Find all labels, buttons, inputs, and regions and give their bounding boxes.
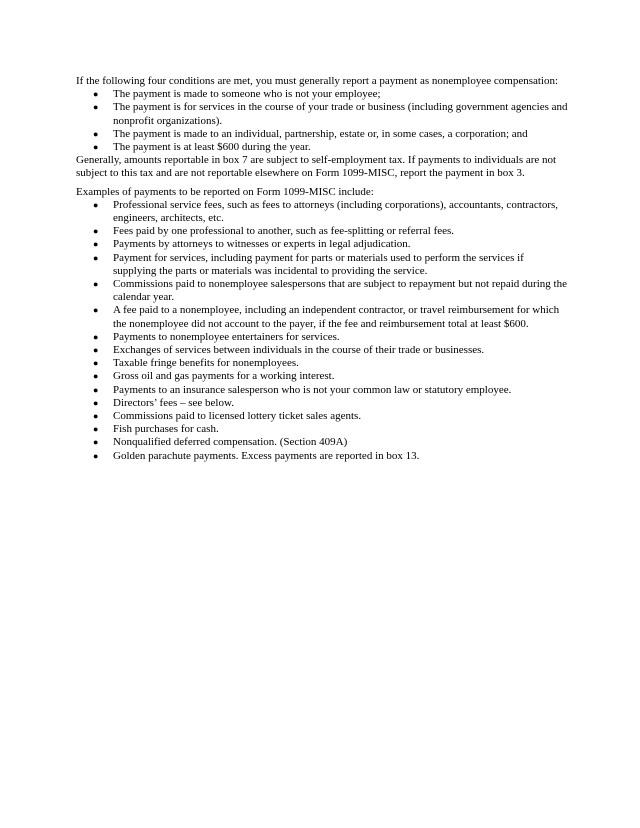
list-item [76,423,568,436]
list-item-text: Nonqualified deferred compensation. (Section 409A) [113,436,348,449]
bullet-icon: ● [93,437,99,448]
bullet-icon: ● [93,345,99,356]
list-item [76,410,568,423]
list-item [76,88,568,101]
list-item [76,101,568,127]
bullet-icon: ● [93,411,99,422]
list-item-text: A fee paid to a nonemployee, including an independent contractor, or travel reimbursement for which the nonemployee did not account to the payer, if the fee and reimbursement total at least $600. [113,304,560,330]
bullet-icon: ● [93,199,99,210]
list-item-text: Commissions paid to nonemployee salespersons that are subject to repayment but not repaid during the calendar year. [113,278,567,304]
list-item [76,450,568,463]
bullet-icon: ● [93,450,99,461]
bullet-icon: ● [93,305,99,316]
bullet-icon: ● [93,358,99,369]
list-item-text: Professional service fees, such as fees to attorneys (including corporations), accountants, contractors, engineers, architects, etc. [113,198,559,225]
bullet-icon: ● [93,102,99,113]
bullet-icon: ● [93,128,99,139]
list-item [76,278,568,304]
conditions-list [76,88,568,154]
list-item-text: Payment for services, including payment for parts or materials used to perform the services if supplying the parts or materials was incidental to providing the service. [113,251,524,277]
list-item-text: Commissions paid to licensed lottery ticket sales agents. [113,410,362,423]
list-item-text: Fish purchases for cash. [113,423,219,436]
document-page [76,75,568,463]
list-item-text: The payment is for services in the course of your trade or business (including government agencies and nonprofit organizations). [113,101,568,127]
list-item [76,141,568,154]
list-item-text: Fees paid by one professional to another, such as fee-splitting or referral fees. [113,225,455,238]
bullet-icon: ● [93,384,99,395]
list-item [76,384,568,397]
bullet-icon: ● [93,142,99,153]
list-item [76,252,568,278]
se-tax-paragraph: Generally, amounts reportable in box 7 are subject to self-employment tax. If payments to individuals are not subject to this tax and are not reportable elsewhere on Form 1099-MISC, report the payment in box 3. [76,154,557,180]
bullet-icon: ● [93,371,99,382]
list-item [76,344,568,357]
bullet-icon: ● [93,89,99,100]
list-item [76,357,568,370]
list-item-text: Exchanges of services between individuals in the course of their trade or businesses. [113,344,485,357]
intro-paragraph: If the following four conditions are met, you must generally report a payment as nonemployee compensation: [76,75,559,87]
bullet-icon: ● [93,424,99,435]
bullet-icon: ● [93,239,99,250]
list-item [76,370,568,383]
list-item-text: Golden parachute payments. Excess payments are reported in box 13. [113,449,420,462]
list-item [76,238,568,251]
list-item [76,225,568,238]
list-item-text: Payments to nonemployee entertainers for services. [113,330,340,343]
examples-list [76,199,568,463]
list-item [76,397,568,410]
bullet-icon: ● [93,331,99,342]
list-item [76,436,568,449]
bullet-icon: ● [93,252,99,263]
list-item-text: The payment is made to someone who is not your employee; [113,88,381,101]
list-item-text: Payments to an insurance salesperson who is not your common law or statutory employee. [113,383,512,396]
examples-intro: Examples of payments to be reported on Form 1099-MISC include: [76,185,374,198]
list-item-text: Gross oil and gas payments for a working interest. [113,370,335,383]
bullet-icon: ● [93,279,99,290]
list-item-text: The payment is made to an individual, partnership, estate or, in some cases, a corporation; and [113,127,528,140]
list-item-text: The payment is at least $600 during the year. [113,141,311,154]
list-item-text: Directors’ fees – see below. [113,396,234,409]
bullet-icon: ● [93,397,99,408]
list-item-text: Taxable fringe benefits for nonemployees. [113,357,299,370]
list-item [76,199,568,225]
list-item [76,331,568,344]
list-item-text: Payments by attorneys to witnesses or experts in legal adjudication. [113,238,411,251]
bullet-icon: ● [93,226,99,237]
list-item [76,128,568,141]
list-item [76,304,568,330]
